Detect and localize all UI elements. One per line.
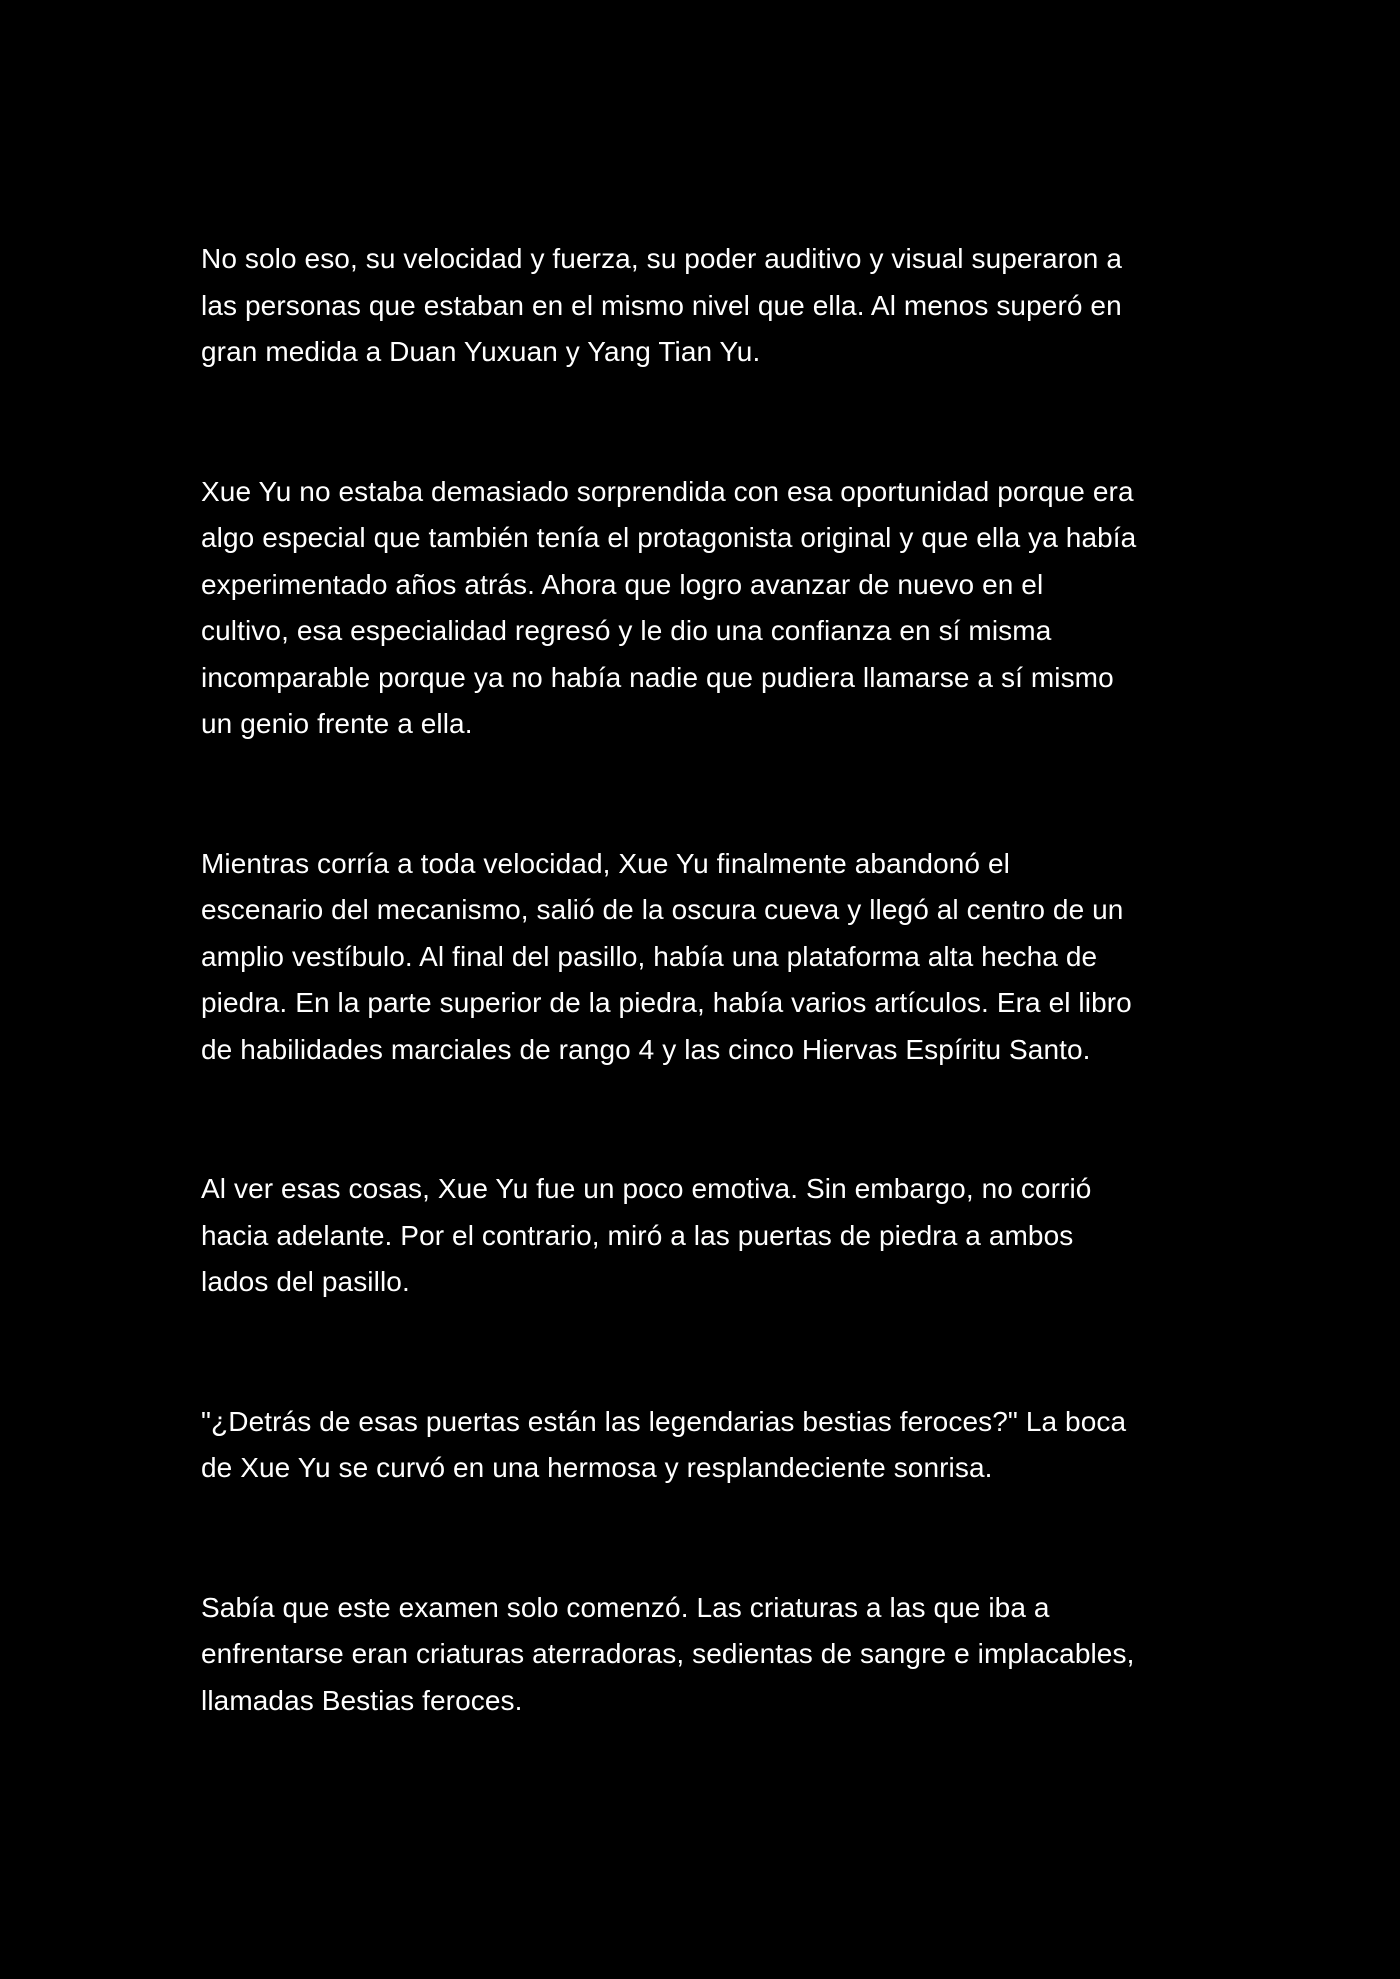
- text-line: Mientras corría a toda velocidad, Xue Yu finalmente abandonó el: [201, 847, 1010, 879]
- paragraph-4: [201, 1166, 1201, 1306]
- text-line: incomparable porque ya no había nadie que pudiera llamarse a sí mismo: [201, 661, 1114, 693]
- paragraph-2: [201, 469, 1201, 748]
- text-line: de habilidades marciales de rango 4 y las cinco Hiervas Espíritu Santo.: [201, 1033, 1091, 1065]
- text-line: un genio frente a ella.: [201, 708, 473, 739]
- paragraph-6: [201, 1585, 1201, 1725]
- paragraph-3: [201, 841, 1201, 1074]
- text-line: gran medida a Duan Yuxuan y Yang Tian Yu.: [201, 336, 761, 367]
- text-line: lados del pasillo.: [201, 1266, 410, 1297]
- text-line: Xue Yu no estaba demasiado sorprendida con esa oportunidad porque era: [201, 475, 1134, 507]
- paragraph-5: [201, 1399, 1201, 1492]
- text-line: escenario del mecanismo, salió de la oscura cueva y llegó al centro de un: [201, 894, 1124, 925]
- text-line: Al ver esas cosas, Xue Yu fue un poco emotiva. Sin embargo, no corrió: [201, 1173, 1092, 1204]
- text-line: experimentado años atrás. Ahora que logro avanzar de nuevo en el: [201, 568, 1044, 600]
- text-line: piedra. En la parte superior de la piedra, había varios artículos. Era el libro: [201, 987, 1132, 1018]
- text-line: "¿Detrás de esas puertas están las legendarias bestias feroces?" La boca: [201, 1405, 1127, 1437]
- text-line: amplio vestíbulo. Al final del pasillo, había una plataforma alta hecha de: [201, 940, 1098, 972]
- text-line: No solo eso, su velocidad y fuerza, su poder auditivo y visual superaron a: [201, 243, 1123, 274]
- text-line: hacia adelante. Por el contrario, miró a las puertas de piedra a ambos: [201, 1219, 1074, 1251]
- document-body: [201, 236, 1201, 1724]
- text-line: llamadas Bestias feroces.: [201, 1684, 523, 1716]
- text-line: cultivo, esa especialidad regresó y le dio una confianza en sí misma: [201, 615, 1052, 646]
- text-line: enfrentarse eran criaturas aterradoras, sedientas de sangre e implacables,: [201, 1638, 1135, 1669]
- text-line: las personas que estaban en el mismo nivel que ella. Al menos superó en: [201, 289, 1122, 321]
- text-line: algo especial que también tenía el protagonista original y que ella ya había: [201, 522, 1137, 553]
- text-line: Sabía que este examen solo comenzó. Las criaturas a las que iba a: [201, 1591, 1050, 1623]
- paragraph-1: [201, 236, 1201, 376]
- text-line: de Xue Yu se curvó en una hermosa y resplandeciente sonrisa.: [201, 1452, 993, 1483]
